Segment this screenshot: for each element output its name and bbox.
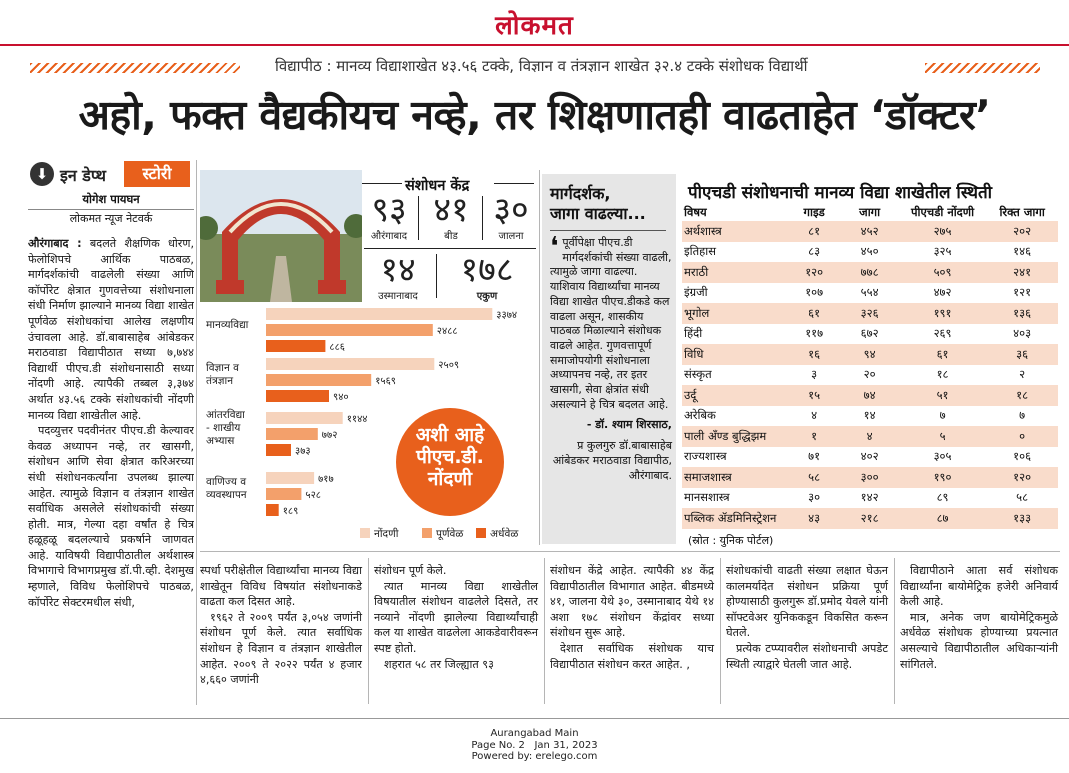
bottom-rule-1 (368, 558, 369, 704)
table-row (682, 385, 1058, 406)
table-row (682, 508, 1058, 529)
guide-signature: - डॉ. श्याम शिरसाठ, (586, 418, 672, 432)
bar-value-label: ५२८ (305, 490, 322, 501)
table-cell-value: ४५२ (840, 221, 898, 242)
centers-rule-left (362, 183, 402, 184)
center-label: उस्मानाबाद (378, 291, 418, 302)
footer-edition: Aurangabad Main (490, 728, 579, 739)
bottom-c5-p1: विद्यापीठाने आता सर्व संशोधक विद्यार्थ्यांना बायोमेट्रिक हजेरी अनिवार्य केली आहे. (900, 564, 1058, 609)
legend-swatch (476, 528, 486, 538)
bottom-column-5 (900, 563, 1058, 672)
table-cell-value: ६१ (788, 303, 841, 324)
center-number: ९३ (371, 190, 407, 230)
masthead-divider (0, 44, 1069, 46)
bottom-c2-p1: संशोधन पूर्ण केले. (374, 564, 447, 577)
table-cell-value: १ (788, 426, 841, 447)
table-cell-subject: हिंदी (684, 326, 703, 341)
table-cell-value: १३३ (986, 508, 1058, 529)
masthead-logo: लोकमत (495, 11, 574, 41)
bar-value-label: ७१७ (318, 474, 334, 485)
page-bottom-rule (0, 718, 1069, 719)
bar-value-label: ११४४ (346, 414, 368, 425)
bottom-c3-p2: देशात सर्वाधिक संशोधक याच विद्यापीठात संशोधन करत आहेत. , (550, 641, 714, 671)
table-cell-value: ७१ (808, 449, 821, 464)
table-cell-value: ९४ (840, 344, 898, 365)
bottom-rule-2 (544, 558, 545, 704)
bar (266, 444, 291, 456)
byline-agency: लोकमत न्यूज नेटवर्क (69, 212, 153, 225)
bar-value-label: ९४० (333, 392, 349, 403)
table-row (682, 488, 1058, 509)
header-vacant: रिक्त जागा (999, 204, 1045, 219)
center-aurangabad (364, 192, 414, 242)
table-cell-value: ३ (811, 367, 818, 382)
table-cell-value: ३२५ (933, 244, 952, 259)
bar (266, 472, 314, 484)
bottom-rule-4 (894, 558, 895, 704)
legend-swatch (360, 528, 370, 538)
center-beed (424, 192, 478, 242)
table-cell-value: २६९ (933, 326, 952, 341)
bar-value-label: २५०९ (438, 360, 460, 371)
table-cell-value: १२० (788, 262, 841, 283)
table-cell-value: १२१ (1013, 285, 1032, 300)
table-cell-subject: पाली अँण्ड बुद्धिझम (682, 426, 788, 447)
table-cell-value: ४०२ (860, 449, 879, 464)
table-cell-value: ७७८ (840, 262, 898, 283)
bottom-column-2 (374, 563, 538, 672)
bottom-section-rule (200, 551, 1060, 552)
center-number: १७८ (460, 250, 514, 290)
guide-quote: पूर्वीपेक्षा पीएच.डी मार्गदर्शकांची संख्या वाढली, त्यामुळे जागा वाढल्या. याशिवाय विद्यार्थ्यांचा मानव्य विद्या शाखेत पीएच.डीकडे कल वाढला असून, शासकीय पाठबळ मिळाल्याने संशोधक वाढले आहेत. गुणवत्तापूर्ण समाजोपयोगी संशोधनाला अध्यापनच नव्हे, तर इतर खासगी, सेवा क्षेत्रांत संधी असल्याने हे चित्र बदलत आहे. (550, 236, 672, 411)
category-label-line: विज्ञान व (206, 362, 240, 374)
category-label-line: - शाखीय (206, 422, 241, 434)
gate-illustration (200, 170, 362, 302)
table-cell-subject: विधि (682, 344, 788, 365)
table-cell-value: २१८ (840, 508, 898, 529)
bar (266, 390, 329, 402)
table-cell-value: १५ (788, 385, 841, 406)
legend-label: अर्धवेळ (490, 528, 519, 540)
table-cell-value: २७५ (899, 221, 986, 242)
table-cell-value: ४ (811, 408, 818, 423)
table-cell-value: ५८ (788, 467, 841, 488)
table-cell-value: २०२ (986, 221, 1058, 242)
center-osmanabad (366, 252, 430, 302)
table-cell-value: २० (863, 367, 876, 382)
kicker-text: विद्यापीठ : मानव्य विद्याशाखेत ४३.५६ टक्के, विज्ञान व तंत्रज्ञान शाखेत ३२.४ टक्के संशोधक विद्यार्थी (275, 57, 808, 75)
centers-divider-3 (436, 254, 437, 298)
table-cell-value: ३०५ (933, 449, 952, 464)
in-depth-badge (28, 160, 190, 188)
table-cell-subject: मराठी (682, 262, 788, 283)
table-cell-subject: राज्यशास्त्र (684, 449, 727, 464)
table-cell-value: ५ (899, 426, 986, 447)
table-cell-value: १४६ (1013, 244, 1032, 259)
center-label: जालना (498, 231, 524, 242)
table-header-row (682, 203, 1058, 221)
table-row (682, 242, 1058, 263)
table-row (682, 221, 1058, 242)
table-cell-value: ७ (939, 408, 946, 423)
table-cell-value: ४३ (788, 508, 841, 529)
bottom-c2-p2: त्यात मानव्य विद्या शाखेतील विषयातील संशोधन वाढलेले दिसते, तर नव्याने नोंदणी झालेल्या विद्यार्थ्यांचाही कल या शाखेत वाढलेला आकडेवारीवरून स्पष्ट होतो. (374, 579, 538, 655)
category-label (206, 318, 249, 331)
table-row (682, 324, 1058, 345)
column-rule-1 (196, 160, 197, 705)
table-cell-value: १६ (788, 344, 841, 365)
table-cell-value: ० (986, 426, 1058, 447)
callout-line-3: नोंदणी (427, 468, 473, 490)
table-cell-value: ३०० (840, 467, 898, 488)
table-cell-subject: उर्दू (682, 385, 788, 406)
table-cell-value: ८७ (899, 508, 986, 529)
bar (266, 374, 371, 386)
bottom-c3-p1: संशोधन केंद्रे आहेत. त्यापैकी ४४ केंद्र विद्यापीठातील विभागात आहेत. बीडमध्ये ४१, जालना येथे ३०, उस्मानाबाद येथे १४ अशा १७८ संशोधन केंद्रांवर सध्या संशोधन सुरू आहे. (550, 564, 714, 640)
table-cell-subject: पब्लिक ॲडमिनिस्ट्रेशन (682, 508, 788, 529)
table-row (682, 406, 1058, 427)
guide-title (550, 184, 646, 224)
table-row (682, 426, 1058, 447)
university-gate-photo (200, 170, 362, 302)
table-cell-value: २४१ (986, 262, 1058, 283)
footer-date: Jan 31, 2023 (534, 739, 598, 751)
category-label-line: वाणिज्य व (206, 476, 247, 488)
table-cell-value: ८१ (788, 221, 841, 242)
bar-value-label: ७७२ (321, 430, 338, 441)
page-footer (0, 728, 1069, 763)
table-cell-value: १८ (986, 385, 1058, 406)
bottom-c1-p2: १९६२ ते २००९ पर्यंत ३,०५४ जणांनी संशोधन पूर्ण केले. त्यात सर्वाधिक संशोधन हे विज्ञान व तंत्रज्ञान शाखेतील आहेत. २००९ ते २०२२ पर्यंत ४ हजार ४,६६० जणांनी (200, 610, 362, 687)
table-cell-value: ८३ (808, 244, 821, 259)
bottom-c2-p3: शहरात ५८ तर जिल्ह्यात ९३ (384, 657, 494, 671)
callout-line-1: अशी आहे (415, 424, 485, 446)
guide-title-rule (550, 230, 666, 231)
centers-title: संशोधन केंद्र (405, 178, 470, 194)
guide-body (550, 232, 672, 483)
callout-line-2: पीएच.डी. (416, 446, 484, 468)
bar (266, 428, 318, 440)
category-label-line: अभ्यास (206, 435, 235, 447)
article-column-1 (28, 236, 194, 704)
quote-mark-icon: ❛ (550, 232, 559, 262)
bar (266, 308, 492, 320)
table-row (682, 344, 1058, 365)
footer-powered: Powered by: erelego.com (471, 751, 598, 762)
table-cell-value: १४२ (860, 490, 879, 505)
table-cell-value: १३६ (986, 303, 1058, 324)
hatch-right (925, 63, 1040, 73)
bottom-c1-p1: स्पर्धा परीक्षेतील विद्यार्थ्यांचा मानव्य विद्या शाखेतून विविध विषयांत संशोधनाकडे वाढता कल दिसत आहे. (200, 564, 362, 609)
bottom-rule-3 (720, 558, 721, 704)
bar (266, 412, 343, 424)
col1-paragraph-1: बदलते शैक्षणिक धोरण, फेलोशिपचे आर्थिक पाठबळ, मार्गदर्शकांची वाढलेली संख्या आणि कॉर्पोरेट क्षेत्रात गुणवत्तेच्या संशोधनाला संधी निर्माण झाल्याने मानव्य विद्या शाखेत पूर्णवेळ संशोधकांचा आलेख लक्षणीय उंचावला आहे. डॉ.बाबासाहेब आंबेडकर मराठवाडा विद्यापीठात सध्या ७,७४४ विद्यार्थी पीएच.डी संशोधनासाठी सध्या नोंदणी आहे. त्यापैकी तब्बल ३,३७४ अर्थात ४३.५६ टक्के संशोधकांची नोंदणी मानव्य विद्या शाखेतील आहे. (28, 237, 194, 422)
bar-value-label: २४८८ (436, 326, 458, 337)
table-cell-value: ४७२ (933, 285, 952, 300)
table-cell-value: ५०९ (899, 262, 986, 283)
phd-status-table (682, 203, 1058, 529)
guide-designation: प्र कुलगुरु डॉ.बाबासाहेब आंबेडकर मराठवाडा विद्यापीठ, औरंगाबाद. (552, 439, 672, 482)
bar-value-label: १५६९ (375, 376, 397, 387)
table-cell-subject: संस्कृत (684, 367, 712, 382)
category-label-line: तंत्रज्ञान (206, 375, 234, 387)
header-seats: जागा (859, 204, 881, 219)
table-cell-subject: मानसशास्त्र (684, 490, 730, 505)
table-cell-value: १८ (936, 367, 949, 382)
table-row (682, 467, 1058, 488)
table-cell-subject: समाजशास्त्र (682, 467, 788, 488)
bar-value-label: ३३७४ (496, 310, 518, 321)
col1-paragraph-2: पदव्युत्तर पदवीनंतर पीएच.डी केल्यावर केवळ अध्यापन नव्हे, तर खासगी, संशोधन आणि सेवा क्षेत्रात करिअरच्या संधी संशोधनकर्त्यांना उपलब्ध झाल्या आहेत. त्यामुळे विज्ञान व तंत्रज्ञान शाखेत सर्वाधिक असलेले संशोधकांची संख्या होती. मात्र, गेल्या दहा वर्षांत हे चित्र हळूहळू बदलल्याचे प्रकर्षाने जाणवत आहे. याविषयी विद्यापीठातील अर्थशास्त्र विभागाचे विभागप्रमुख डॉ.पी.व्ही. देशमुख म्हणाले, विविध फेलोशिपचे पाठबळ, कॉर्पोरेट सेक्टरमधील संधी, (28, 424, 194, 609)
centers-divider-2 (482, 196, 483, 240)
bar (266, 324, 433, 336)
bottom-c4-p2: प्रत्येक टप्प्यावरील संशोधनाची अपडेट स्थिती त्याद्वारे घेतली जात आहे. (726, 641, 888, 671)
footer-page-info (0, 740, 1069, 752)
centers-rule-right (494, 183, 534, 184)
table-cell-value: १०६ (1013, 449, 1032, 464)
table-title: पीएचडी संशोधनाची मानव्य विद्या शाखेतील स्थिती (688, 183, 993, 203)
center-jalna (486, 192, 536, 242)
table-cell-subject: इंग्रजी (684, 285, 708, 300)
table-cell-value: ५१ (899, 385, 986, 406)
table-cell-value: ७ (1019, 408, 1026, 423)
column-rule-2 (539, 170, 540, 545)
arrow-down-circle-icon: ⬇ (30, 162, 54, 186)
bar-value-label: १८९ (282, 506, 299, 517)
table-cell-value: ६१ (899, 344, 986, 365)
center-number: ४१ (433, 190, 469, 230)
table-row (682, 283, 1058, 304)
table-cell-value: १४ (863, 408, 876, 423)
bar (266, 488, 301, 500)
table-row (682, 365, 1058, 386)
category-label (206, 408, 245, 447)
centers-row-divider (364, 248, 536, 249)
table-row (682, 262, 1058, 283)
category-label (206, 475, 247, 501)
hatch-left (30, 63, 240, 73)
center-label: एकुण (476, 291, 498, 302)
bottom-c4-p1: संशोधकांची वाढती संख्या लक्षात घेऊन कालमर्यादेत संशोधन प्रक्रिया पूर्ण होण्यासाठी कुलगुरू डॉ.प्रमोद येवले यांनी सॉफ्टवेअर युनिककडून विकसित करून घेतले. (726, 564, 888, 640)
legend-label: नोंदणी (374, 528, 399, 540)
table-cell-value: ४५० (860, 244, 879, 259)
kicker-strip (30, 56, 1040, 80)
bottom-column-1 (200, 563, 362, 688)
bar (266, 340, 325, 352)
byline-author: योगेश पायघन (28, 192, 194, 210)
category-label-line: आंतरविद्या (206, 409, 245, 421)
footer-page: Page No. 2 (471, 739, 525, 751)
center-number: ३० (493, 190, 529, 230)
header-subject: विषय (684, 204, 707, 219)
table-cell-value: १९१ (899, 303, 986, 324)
table-row (682, 447, 1058, 468)
bottom-column-3 (550, 563, 714, 672)
header-registration: पीएचडी नोंदणी (911, 204, 975, 219)
table-cell-value: ३६ (986, 344, 1058, 365)
table-cell-value: ७४ (840, 385, 898, 406)
table-cell-value: ११७ (805, 326, 824, 341)
table-cell-value: ४ (840, 426, 898, 447)
legend-swatch (422, 528, 432, 538)
bar (266, 358, 434, 370)
center-number: १४ (380, 250, 416, 290)
table-cell-subject: अर्थशास्त्र (682, 221, 788, 242)
table-cell-subject: इतिहास (684, 244, 717, 259)
table-cell-value: १२० (986, 467, 1058, 488)
table-cell-value: १९० (899, 467, 986, 488)
bar (266, 504, 279, 516)
table-cell-value: १०७ (805, 285, 824, 300)
table-cell-subject: भूगोल (682, 303, 788, 324)
table-cell-value: ३२६ (840, 303, 898, 324)
table-cell-value: ३० (808, 490, 821, 505)
guide-title-2: जागा वाढल्या... (550, 204, 646, 223)
bottom-column-4 (726, 563, 888, 672)
table-cell-value: ४०३ (1013, 326, 1032, 341)
bar-value-label: ३७३ (295, 446, 311, 457)
badge-label-2: स्टोरी (124, 161, 190, 187)
category-label-line: व्यवस्थापन (206, 489, 247, 501)
bar-value-label: ८८६ (329, 342, 346, 353)
table-row (682, 303, 1058, 324)
center-label: औरंगाबाद (370, 231, 408, 242)
dateline: औरंगाबाद : (28, 237, 82, 250)
center-label: बीड (444, 231, 458, 242)
guide-title-1: मार्गदर्शक, (550, 184, 611, 203)
centers-divider-1 (418, 196, 419, 240)
table-source: (स्रोत : युनिक पोर्टल) (688, 534, 774, 547)
category-label (206, 361, 239, 387)
table-cell-value: ५५४ (860, 285, 879, 300)
table-cell-value: ६७२ (860, 326, 879, 341)
category-label-line: मानव्यविद्या (206, 319, 249, 331)
legend-label: पूर्णवेळ (436, 528, 464, 540)
badge-label-1: इन डेप्थ (60, 166, 107, 185)
headline: अहो, फक्त वैद्यकीयच नव्हे, तर शिक्षणातही वाढताहेत ‘डॉक्टर’ (78, 91, 991, 139)
chart-callout (396, 408, 504, 516)
bottom-c5-p2: मात्र, अनेक जण बायोमेट्रिकमुळे अर्धवेळ संशोधक होण्याच्या प्रयत्नात असल्याचे विद्यापीठातील अधिकाऱ्यांनी सांगितले. (900, 610, 1058, 671)
table-cell-value: ८९ (936, 490, 949, 505)
center-total (444, 252, 530, 302)
table-cell-subject: अरेबिक (684, 408, 716, 423)
table-cell-value: २ (1019, 367, 1026, 382)
table-cell-value: ५८ (1016, 490, 1029, 505)
header-guide: गाइड (803, 204, 825, 219)
